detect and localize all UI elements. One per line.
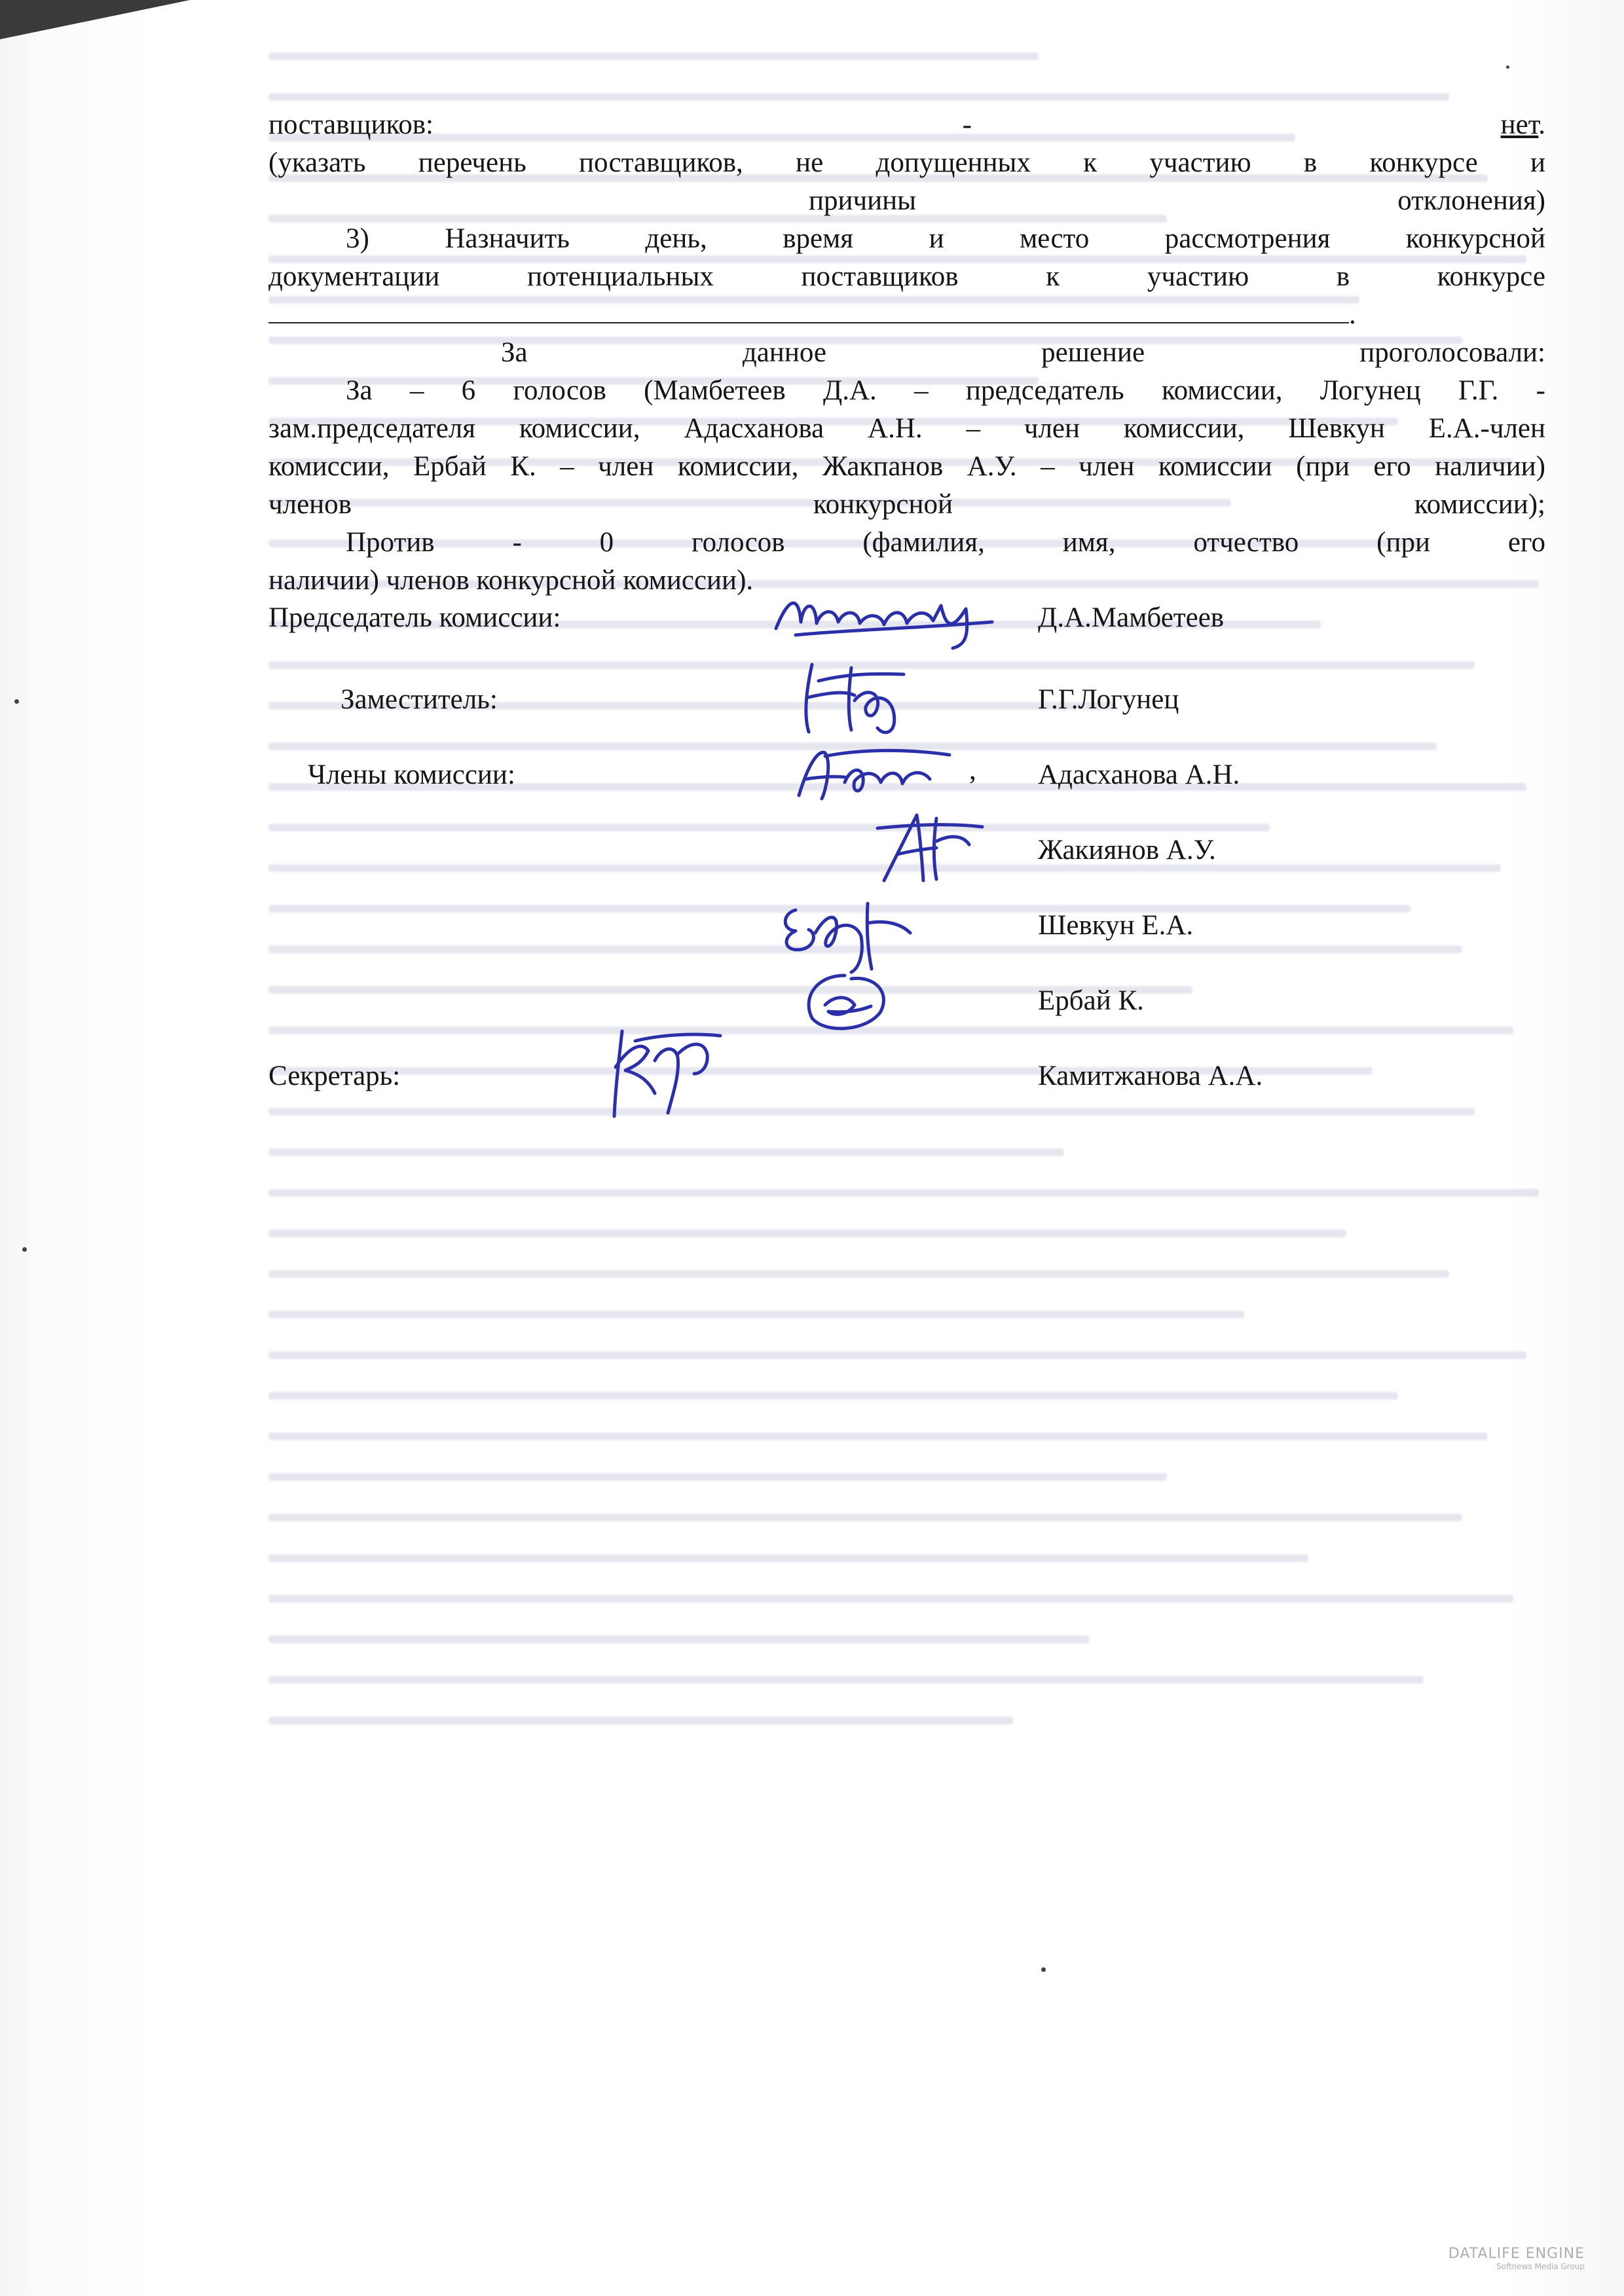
suppliers-label: поставщиков: xyxy=(268,109,434,140)
erbai-signature xyxy=(796,966,894,1038)
secretary-label: Секретарь: xyxy=(268,1061,401,1091)
members-comma: , xyxy=(969,755,976,786)
reasons-text: причины отклонения) xyxy=(809,185,1545,216)
watermark-brand: DATALIFE ENGINE xyxy=(1448,2246,1585,2262)
margin-speck xyxy=(22,1247,27,1252)
member-erbai: Ербай К. xyxy=(1038,985,1144,1016)
suppliers-value xyxy=(1501,109,1545,140)
folded-corner xyxy=(0,0,190,39)
secretary-name: Камитжанова А.А. xyxy=(1038,1061,1263,1091)
item3-line2: документации потенциальных поставщиков к участию в конкурсе xyxy=(268,261,1545,292)
watermark xyxy=(1449,2246,1585,2271)
vote-for-line2: зам.председателя комиссии, Адасханова А.Н. – член комиссии, Шевкун Е.А.-член xyxy=(268,413,1545,444)
deputy-name: Г.Г.Логунец xyxy=(1038,684,1179,715)
vote-intro-line xyxy=(268,334,1545,372)
vote-for-line4: членов конкурсной комиссии); xyxy=(268,489,1545,520)
suppliers-note-line: (указать перечень поставщиков, не допущенных к участию в конкурсе и xyxy=(268,147,1545,178)
margin-speck xyxy=(1041,1967,1046,1972)
suppliers-line xyxy=(268,106,1545,144)
chairman-signature xyxy=(769,583,1018,655)
suppliers-none: нет xyxy=(1500,109,1539,140)
vote-against-line2: наличии) членов конкурсной комиссии). xyxy=(268,565,754,596)
secretary-signature xyxy=(596,1021,727,1120)
vote-for-line3: комиссии, Ербай К. – член комиссии, Жакпанов А.У. – член комиссии (при его наличии) xyxy=(268,451,1545,482)
deputy-signature xyxy=(792,655,917,740)
item3-line1: 3) Назначить день, время и место рассмотрения конкурсной xyxy=(346,223,1545,254)
reasons-line xyxy=(268,182,1545,220)
vote-intro: За данное решение проголосовали: xyxy=(501,337,1545,368)
adaskhanova-signature xyxy=(786,737,956,809)
chairman-label: Председатель комиссии: xyxy=(268,602,561,633)
margin-speck xyxy=(1506,65,1509,69)
suppliers-dash: - xyxy=(962,109,972,140)
shevkun-signature xyxy=(769,884,920,975)
document-body xyxy=(268,106,1545,600)
members-label: Члены комиссии: xyxy=(308,759,515,790)
margin-speck xyxy=(14,699,19,704)
blank-underline xyxy=(268,297,1349,323)
watermark-sub: Softnews Media Group xyxy=(1496,2262,1585,2271)
member-zhakpanov: Жакиянов А.У. xyxy=(1038,835,1216,866)
zhakpanov-signature xyxy=(871,809,989,887)
deputy-label: Заместитель: xyxy=(341,684,498,715)
vote-against-line1: Против - 0 голосов (фамилия, имя, отчество (при его xyxy=(346,527,1545,558)
suppliers-period: . xyxy=(1538,109,1545,140)
vote-for-line1: За – 6 голосов (Мамбетеев Д.А. – председатель комиссии, Логунец Г.Г. - xyxy=(346,375,1545,406)
item3-blank-line xyxy=(268,296,1545,334)
member-shevkun: Шевкун Е.А. xyxy=(1038,910,1194,941)
item3-period: . xyxy=(1349,299,1356,330)
chairman-name: Д.А.Мамбетеев xyxy=(1038,602,1225,633)
member-adaskhanova: Адасханова А.Н. xyxy=(1038,759,1240,790)
